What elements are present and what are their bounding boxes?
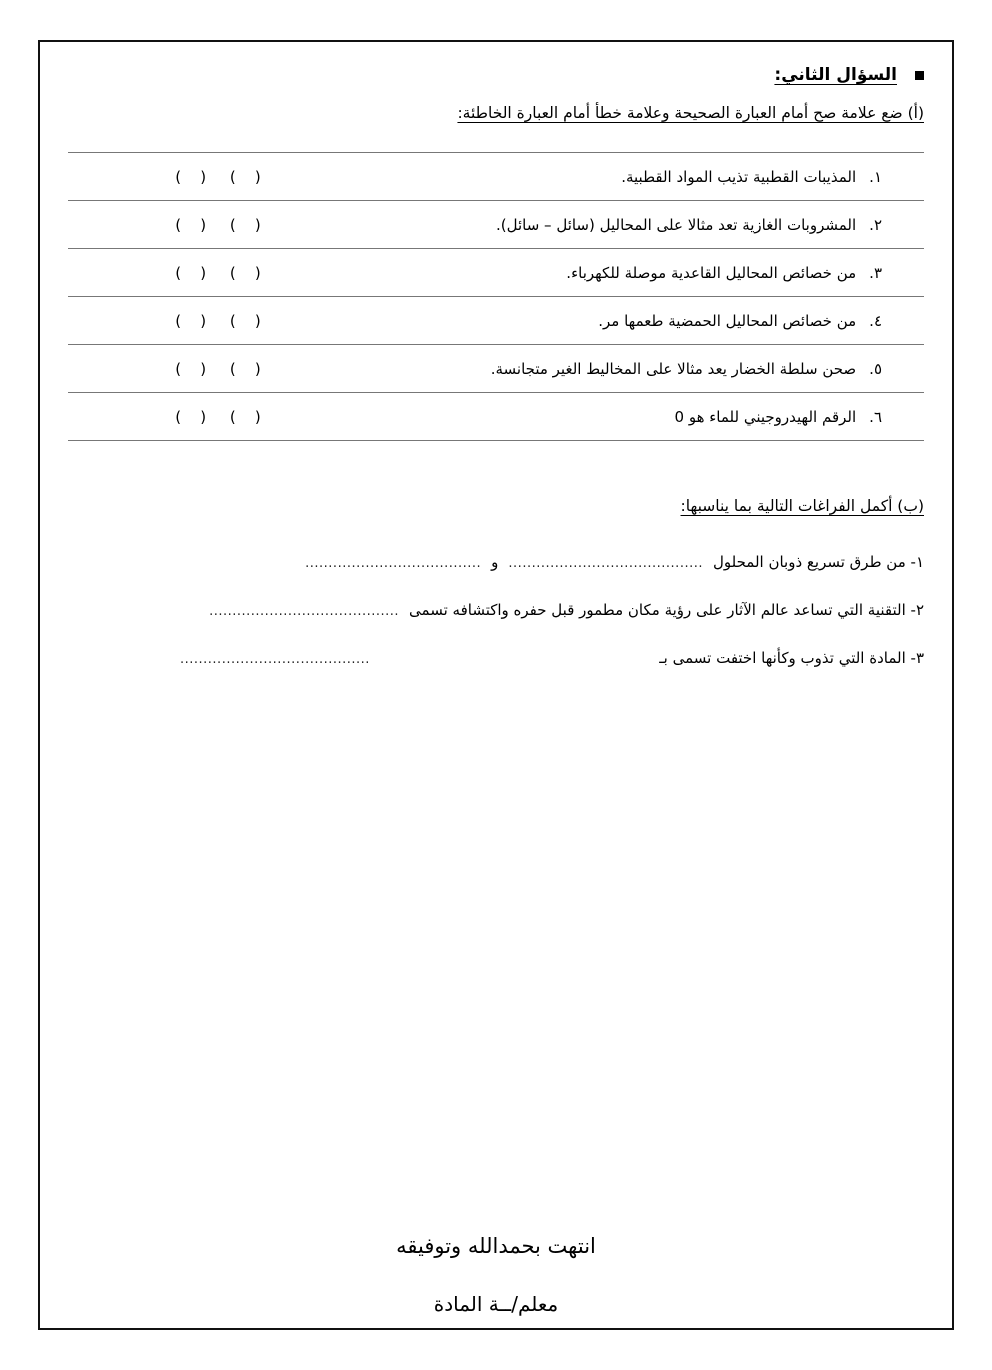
statement-number: ٢. bbox=[869, 215, 882, 234]
true-false-table bbox=[68, 152, 924, 441]
closing-statement: انتهت بحمدالله وتوفيقه bbox=[396, 1234, 596, 1258]
statement-row bbox=[68, 153, 924, 201]
answer-parentheses: ( ) ( ) bbox=[175, 167, 261, 186]
answer-parentheses: ( ) ( ) bbox=[175, 215, 261, 234]
fill-blank-item bbox=[68, 553, 924, 579]
section-a-heading: (أ) ضع علامة صح أمام العبارة الصحيحة وعلامة خطأ أمام العبارة الخاطئة: bbox=[457, 104, 924, 122]
teacher-signature-line: معلم/ــة المادة bbox=[433, 1292, 559, 1316]
statement-number: ٥. bbox=[869, 359, 882, 378]
fill-connector: و bbox=[491, 553, 499, 571]
statement-number: ٣. bbox=[869, 263, 882, 282]
answer-parentheses: ( ) ( ) bbox=[175, 407, 261, 426]
fill-blank: .......................................... bbox=[508, 556, 703, 571]
fill-blank: ......................................... bbox=[180, 652, 370, 667]
answer-parentheses: ( ) ( ) bbox=[175, 359, 261, 378]
statement-number: ٤. bbox=[869, 311, 882, 330]
section-b-heading: (ب) أكمل الفراغات التالية بما يناسبها: bbox=[680, 497, 924, 515]
statement bbox=[368, 264, 924, 282]
footer bbox=[68, 1231, 924, 1319]
statement-text: صحن سلطة الخضار يعد مثالا على المخاليط الغير متجانسة. bbox=[490, 359, 857, 378]
fill-blank-section bbox=[68, 553, 924, 675]
statement-row bbox=[68, 249, 924, 297]
statement bbox=[368, 168, 924, 186]
fill-prefix: ٣- المادة التي تذوب وكأنها اختفت تسمى بـ bbox=[659, 649, 924, 667]
answer-parentheses: ( ) ( ) bbox=[175, 311, 261, 330]
statement-row bbox=[68, 393, 924, 441]
statement bbox=[368, 312, 924, 330]
fill-prefix: ١- من طرق تسريع ذوبان المحلول bbox=[712, 553, 924, 571]
statement-number: ١. bbox=[869, 167, 882, 186]
statement bbox=[368, 408, 924, 426]
page-title: السؤال الثاني: bbox=[774, 65, 897, 85]
statement bbox=[368, 216, 924, 234]
statement-row bbox=[68, 297, 924, 345]
statement-row bbox=[68, 345, 924, 393]
fill-blank-item bbox=[68, 601, 924, 627]
title-row bbox=[68, 62, 924, 88]
statement-text: الرقم الهيدروجيني للماء هو 0 bbox=[674, 407, 857, 426]
fill-prefix: ٢- التقنية التي تساعد عالم الآثار على رؤية مكان مطمور قبل حفره واكتشافه تسمى bbox=[409, 601, 924, 619]
statement-text: المشروبات الغازية تعد مثالا على المحاليل (سائل – سائل). bbox=[496, 215, 857, 234]
answer-parentheses: ( ) ( ) bbox=[175, 263, 261, 282]
fill-blank: ......................................... bbox=[209, 604, 400, 619]
fill-blank-item bbox=[68, 649, 924, 675]
fill-blank: ...................................... bbox=[305, 556, 482, 571]
square-bullet-icon bbox=[915, 71, 924, 80]
statement-row bbox=[68, 201, 924, 249]
statement-text: من خصائص المحاليل الحمضية طعمها مر. bbox=[598, 311, 857, 330]
page-border bbox=[38, 40, 954, 1330]
statement-text: من خصائص المحاليل القاعدية موصلة للكهرباء. bbox=[566, 263, 857, 282]
statement-text: المذيبات القطبية تذيب المواد القطبية. bbox=[621, 167, 857, 186]
statement-number: ٦. bbox=[869, 407, 882, 426]
statement bbox=[368, 360, 924, 378]
